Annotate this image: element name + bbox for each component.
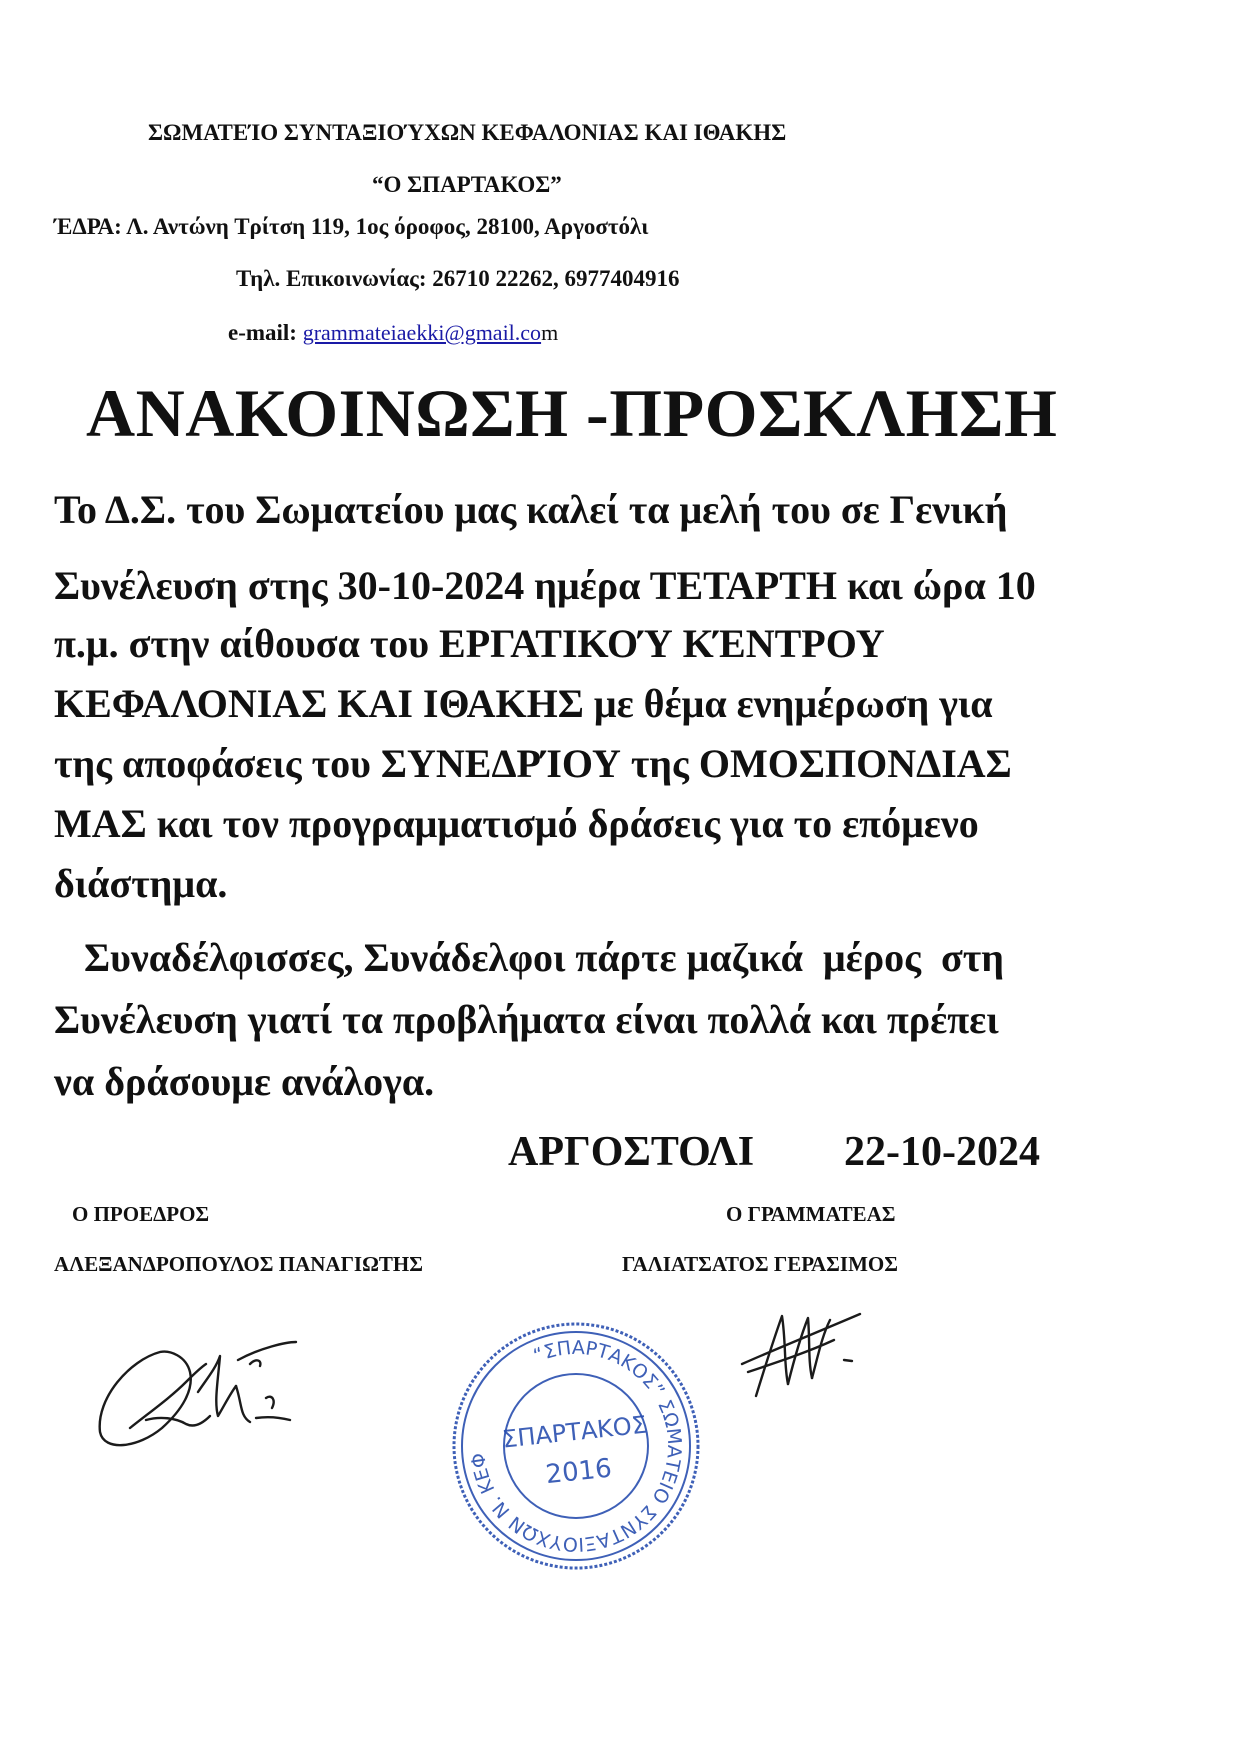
date: 22-10-2024	[844, 1129, 1040, 1175]
union-stamp	[438, 1299, 706, 1576]
stamp-center-year: 2016	[544, 1453, 614, 1491]
union-phone: Τηλ. Επικοινωνίας: 26710 22262, 6977404916	[236, 266, 680, 291]
secretary-signature	[738, 1300, 868, 1410]
email-tail: m	[541, 320, 559, 345]
union-address: ΈΔΡΑ: Λ. Αντώνη Τρίτση 119, 1ος όροφος, 28100, Αργοστόλι	[54, 214, 649, 239]
union-email	[228, 320, 558, 346]
president-signature	[90, 1320, 310, 1460]
email-label: e-mail:	[228, 320, 303, 345]
president-title: Ο ΠΡΟΕΔΡΟΣ	[72, 1202, 210, 1226]
stamp-center-name: ΣΠΑΡΤΑΚΟΣ	[500, 1410, 649, 1454]
body-line-6: ΜΑΣ και τον προγραμματισμό δράσεις για το επόμενο	[54, 801, 979, 846]
body-line-8: Συναδέλφισσες, Συνάδελφοι πάρτε μαζικά μέρος στη	[54, 935, 1004, 980]
body-line-10: να δράσουμε ανάλογα.	[54, 1059, 435, 1104]
page-title: ΑΝΑΚΟΙΝΩΣΗ -ΠΡΟΣΚΛΗΣΗ	[86, 375, 1058, 451]
body-line-7: διάστημα.	[54, 861, 228, 906]
body-line-1: Το Δ.Σ. του Σωματείου μας καλεί τα μελή του σε Γενική	[54, 487, 1008, 532]
secretary-title: Ο ΓΡΑΜΜΑΤΕΑΣ	[726, 1202, 896, 1226]
email-link[interactable]: grammateiaekki@gmail.co	[302, 320, 542, 345]
union-name: ΣΩΜΑΤΕΊΟ ΣΥΝΤΑΞΙΟΎΧΩΝ ΚΕΦΑΛΟΝΙΑΣ ΚΑΙ ΙΘΑΚΗΣ	[148, 120, 787, 145]
body-line-4: ΚΕΦΑΛΟΝΙΑΣ ΚΑΙ ΙΘΑΚΗΣ με θέμα ενημέρωση για	[54, 681, 993, 726]
president-name: ΑΛΕΞΑΝΔΡΟΠΟΥΛΟΣ ΠΑΝΑΓΙΩΤΗΣ	[54, 1252, 423, 1276]
place: ΑΡΓΟΣΤΟΛΙ	[508, 1129, 755, 1175]
body-line-9: Συνέλευση γιατί τα προβλήματα είναι πολλά και πρέπει	[54, 997, 999, 1042]
body-line-3: π.μ. στην αίθουσα του ΕΡΓΑΤΙΚΟΎ ΚΈΝΤΡΟΥ	[54, 621, 885, 666]
body-line-2: Συνέλευση στης 30-10-2024 ημέρα ΤΕΤΑΡΤΗ και ώρα 10	[54, 563, 1036, 608]
union-nickname: “Ο ΣΠΑΡΤΑΚΟΣ”	[372, 172, 562, 197]
stamp-ring-text: “ΣΠΑΡΤΑΚΟΣ” ΣΩΜΑΤΕΙΟ ΣΥΝΤΑΞΙΟΥΧΩΝ Ν. ΚΕΦΑΛΛΗΝΙΑΣ & ΙΘΑΚΗΣ	[438, 1299, 686, 1556]
body-line-5: της αποφάσεις του ΣΥΝΕΔΡΊΟΥ της ΟΜΟΣΠΟΝΔΙΑΣ	[54, 741, 1012, 786]
secretary-name: ΓΑΛΙΑΤΣΑΤΟΣ ΓΕΡΑΣΙΜΟΣ	[622, 1252, 898, 1276]
